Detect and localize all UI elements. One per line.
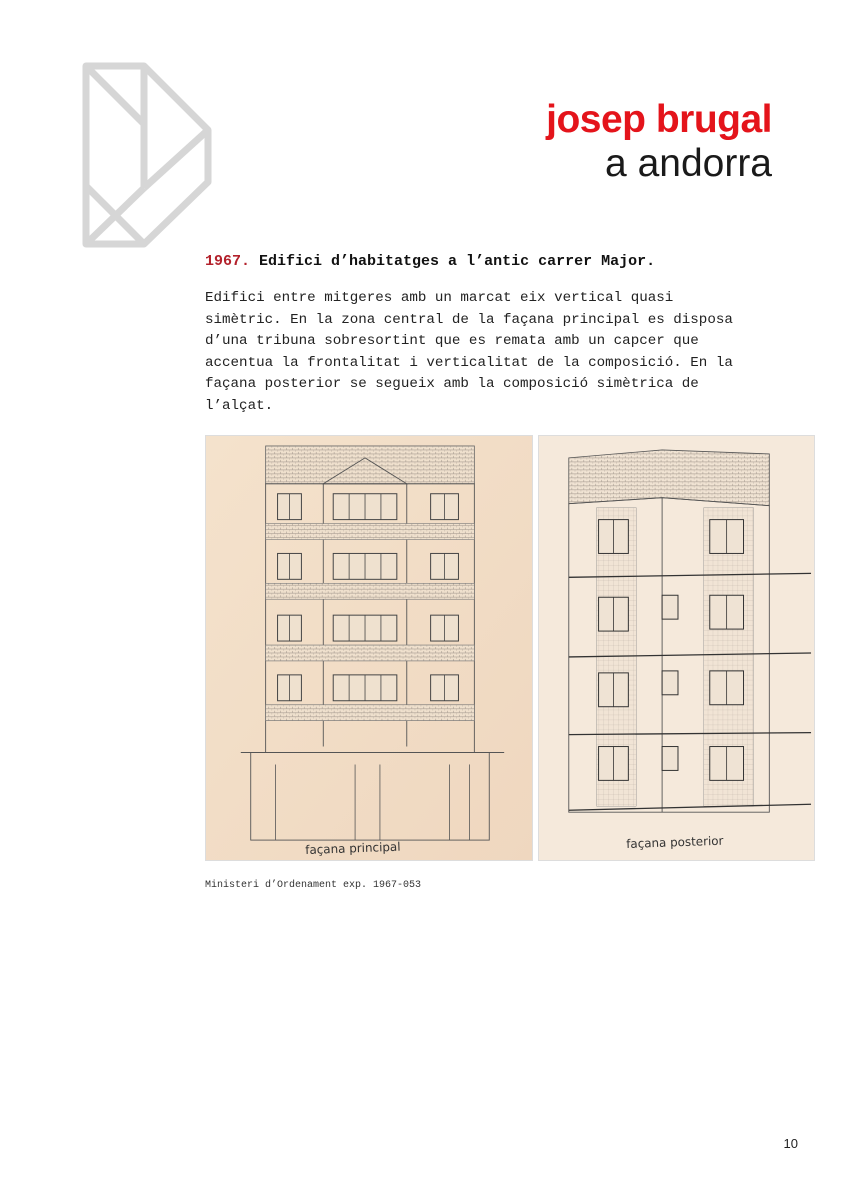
- brand-block: [546, 98, 772, 186]
- brand-subtitle: a andorra: [605, 142, 772, 185]
- brand-name: josep brugal: [546, 98, 772, 141]
- facade-posterior-image: [538, 435, 815, 861]
- article-body: Edifici entre mitgeres amb un marcat eix vertical quasi simètric. En la zona central de la façana principal es disposa d’una tribuna sobresortint que es remata amb un capcer que accentua la frontalitat i verticalitat de la composició. En la façana posterior se segueix amb la composició simètrica de l’alçat.: [205, 290, 733, 414]
- figure-caption: Ministeri d’Ordenament exp. 1967-053: [205, 880, 422, 891]
- facade-principal-label: façana principal: [305, 839, 401, 858]
- facade-principal-image: [205, 435, 533, 861]
- article-year: 1967.: [205, 253, 251, 270]
- logo-icon: [80, 60, 214, 250]
- article-heading: [205, 253, 655, 270]
- page-number: 10: [783, 1136, 798, 1151]
- article-title: Edifici d’habitatges a l’antic carrer Major.: [259, 253, 656, 270]
- facade-posterior-label: façana posterior: [625, 833, 724, 852]
